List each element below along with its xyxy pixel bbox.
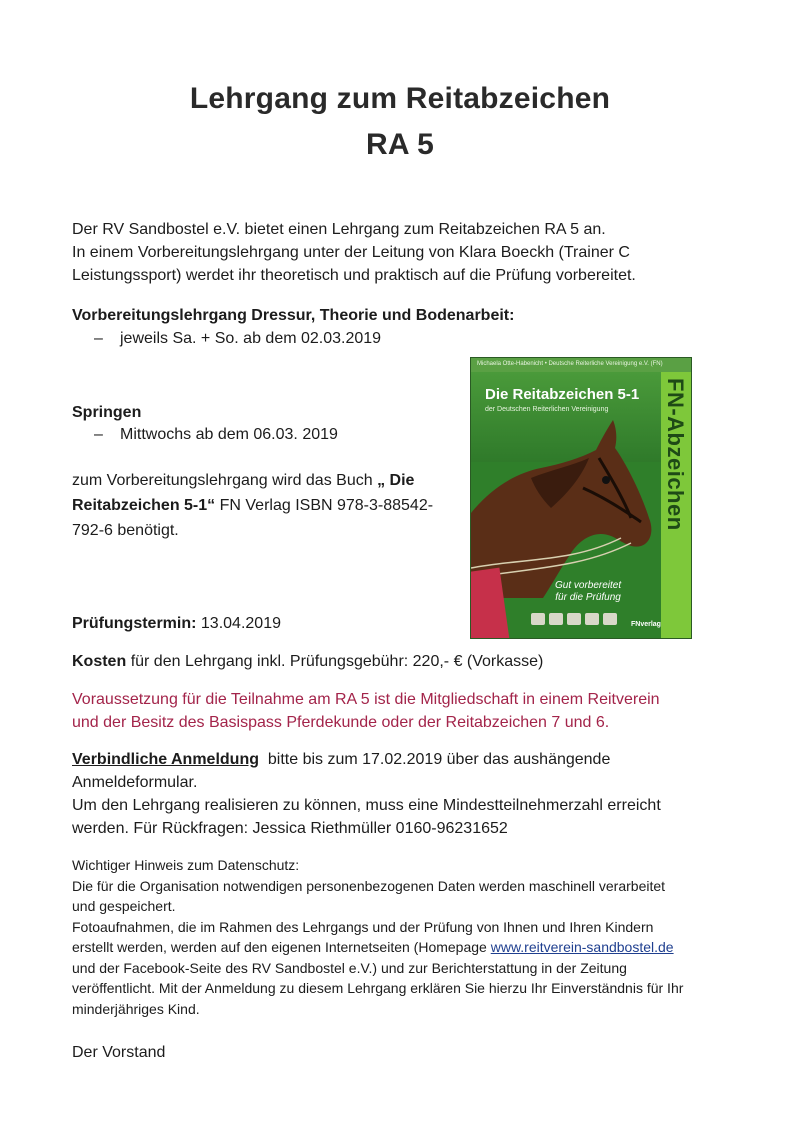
requirement-line: und der Besitz des Basispass Pferdekunde oder der Reitabzeichen 7 und 6.: [72, 714, 610, 731]
requirement-line: Voraussetzung für die Teilnahme am RA 5 ist die Mitgliedschaft in einem Reitverein: [72, 691, 660, 708]
book-text-part: zum Vorbereitungslehrgang wird das Buch: [72, 472, 373, 489]
costs-label: Kosten: [72, 653, 127, 670]
privacy-line: Fotoaufnahmen, die im Rahmen des Lehrgangs und der Prüfung von Ihnen und Ihren Kindern: [72, 918, 654, 935]
costs-text: für den Lehrgang inkl. Prüfungsgebühr: 220,- € (Vorkasse): [130, 653, 544, 670]
signature: Der Vorstand: [72, 1044, 166, 1061]
privacy-line: veröffentlicht. Mit der Anmeldung zu diesem Lehrgang erklären Sie hierzu Ihr Einverständnis für Ihr: [72, 980, 684, 996]
cover-slogan-line: für die Prüfung: [555, 592, 621, 603]
jumping-item: [94, 426, 338, 444]
registration-label: Verbindliche Anmeldung: [72, 751, 259, 768]
badge-icon: [549, 613, 563, 625]
book-cover-image: [470, 357, 692, 639]
book-text-part: FN Verlag ISBN 978-3-88542-792-6 benötigt.: [72, 497, 434, 539]
registration-line: Anmeldeformular.: [72, 774, 198, 791]
homepage-link[interactable]: www.reitverein-sandbostel.de: [490, 939, 674, 955]
book-requirement: [72, 468, 457, 543]
privacy-line: und der Facebook-Seite des RV Sandbostel e.V.) und zur Berichterstattung in der Zeitung: [72, 959, 627, 976]
exam-date: 13.04.2019: [200, 615, 281, 632]
cover-badges: [531, 613, 617, 625]
badge-icon: [603, 613, 617, 625]
privacy-text: erstellt werden, werden auf den eigenen Internetseiten (Homepage: [72, 939, 487, 955]
horse-head-illustration: [471, 418, 671, 598]
page-title: Lehrgang zum Reitabzeichen: [189, 82, 611, 115]
exam-label: Prüfungstermin:: [72, 615, 197, 632]
cover-title: Die Reitabzeichen 5-1: [485, 386, 640, 403]
badge-icon: [531, 613, 545, 625]
registration-deadline: bitte bis zum 17.02.2019 über das aushängende: [267, 751, 611, 768]
dressage-heading: Vorbereitungslehrgang Dressur, Theorie und Bodenarbeit:: [72, 307, 515, 324]
privacy-line: [72, 937, 742, 958]
jumping-date: Mittwochs ab dem 06.03. 2019: [120, 426, 338, 443]
badge-icon: [585, 613, 599, 625]
privacy-line: Die für die Organisation notwendigen personenbezogenen Daten werden maschinell verarbeitet: [72, 877, 666, 894]
registration-line: werden. Für Rückfragen: Jessica Riethmüller 0160-96231652: [72, 820, 508, 837]
dressage-date: jeweils Sa. + So. ab dem 02.03.2019: [120, 330, 382, 347]
privacy-heading: Wichtiger Hinweis zum Datenschutz:: [72, 857, 300, 873]
privacy-notice: [72, 855, 742, 1019]
jumping-heading: Springen: [72, 404, 142, 421]
privacy-line: und gespeichert.: [72, 898, 176, 914]
dash-bullet: –: [94, 330, 103, 347]
requirement-notice: [72, 688, 660, 734]
costs-line: [72, 650, 543, 673]
intro-line: In einem Vorbereitungslehrgang unter der Leitung von Klara Boeckh (Trainer C: [72, 244, 630, 261]
registration-paragraph: [72, 748, 762, 840]
privacy-line: minderjähriges Kind.: [72, 1000, 200, 1017]
dressage-item: [94, 330, 381, 348]
cover-subtitle: der Deutschen Reiterlichen Vereinigung: [485, 406, 609, 413]
cover-authors: Michaela Otte-Habenicht • Deutsche Reiterliche Vereinigung e.V. (FN): [477, 361, 663, 367]
badge-icon: [567, 613, 581, 625]
cover-slogan: [555, 580, 621, 604]
book-title: „ Die Reitabzeichen 5-1“: [72, 472, 415, 514]
registration-line: [72, 748, 762, 771]
intro-line: Der RV Sandbostel e.V. bietet einen Lehrgang zum Reitabzeichen RA 5 an.: [72, 221, 606, 238]
cover-slogan-line: Gut vorbereitet: [555, 580, 622, 591]
dash-bullet: –: [94, 426, 103, 443]
intro-line: Leistungssport) werdet ihr theoretisch und praktisch auf die Prüfung vorbereitet.: [72, 267, 636, 284]
exam-date-line: [72, 612, 281, 635]
registration-line: Um den Lehrgang realisieren zu können, muss eine Mindestteilnehmerzahl erreicht: [72, 797, 661, 814]
cover-publisher: FNverlag: [631, 621, 661, 628]
intro-paragraph: [72, 218, 762, 287]
cover-spine-title: FN-Abzeichen: [663, 378, 688, 531]
page-subtitle: RA 5: [365, 128, 435, 161]
